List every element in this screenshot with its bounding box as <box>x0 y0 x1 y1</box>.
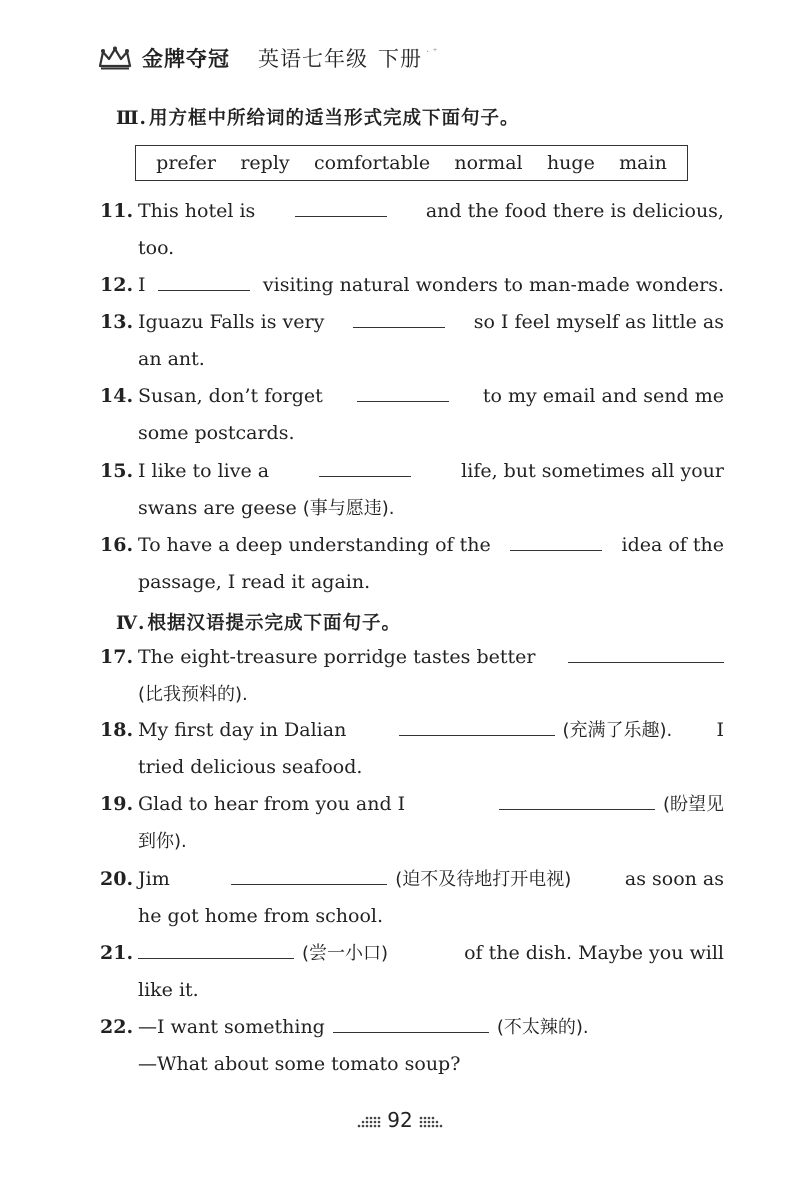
question-16 <box>100 527 724 601</box>
answer-blank[interactable] <box>568 661 724 663</box>
word-box <box>135 145 688 181</box>
answer-blank[interactable] <box>357 400 449 402</box>
question-line <box>100 676 724 713</box>
question-number: 18. <box>100 719 134 741</box>
question-line <box>100 341 724 378</box>
question-number: 16. <box>100 534 134 556</box>
page-number: 92 <box>387 1108 413 1132</box>
question-text: Jim <box>138 868 170 890</box>
question-line <box>100 564 724 601</box>
question-number: 15. <box>100 460 134 482</box>
question-19 <box>100 786 724 860</box>
question-number: 21. <box>100 942 134 964</box>
question-line <box>100 230 724 267</box>
question-text: to my email and send me <box>482 385 724 407</box>
question-line <box>100 786 724 823</box>
question-11 <box>100 193 724 267</box>
chinese-hint: (比我预料的). <box>138 684 248 705</box>
chinese-hint: (盼望见 <box>662 794 724 815</box>
question-text: visiting natural wonders to man-made wonders. <box>262 274 724 296</box>
answer-blank[interactable] <box>399 734 555 736</box>
question-line <box>100 378 724 415</box>
word-reply: reply <box>240 152 290 174</box>
section-4-title <box>116 609 401 635</box>
question-text: an ant. <box>138 348 205 370</box>
question-line <box>100 972 724 1009</box>
word-main: main <box>619 152 667 174</box>
question-text: as soon as <box>624 868 724 890</box>
question-line <box>100 898 724 935</box>
question-text: I <box>138 274 146 296</box>
question-line <box>100 712 724 749</box>
crown-icon <box>98 46 132 70</box>
question-number: 12. <box>100 274 134 296</box>
question-line <box>100 639 724 676</box>
question-text: I <box>716 719 724 741</box>
question-14 <box>100 378 724 452</box>
chinese-hint: (尝一小口) <box>302 943 389 964</box>
book-title: 英语七年级 <box>258 47 368 71</box>
question-text: life, but sometimes all your <box>461 460 724 482</box>
chinese-hint: (事与愿违). <box>302 498 395 519</box>
question-18 <box>100 712 724 786</box>
question-line <box>100 415 724 452</box>
question-text: —What about some tomato soup? <box>138 1053 461 1075</box>
question-text: Susan, don’t forget <box>138 385 323 407</box>
question-text: —I want something <box>138 1016 325 1038</box>
answer-blank[interactable] <box>231 883 387 885</box>
question-text: The eight-treasure porridge tastes better <box>138 646 536 668</box>
chinese-hint: (充满了乐趣). <box>562 720 673 741</box>
question-number: 13. <box>100 311 134 333</box>
question-text: so I feel myself as little as <box>473 311 724 333</box>
question-number: 20. <box>100 868 134 890</box>
question-text: I like to live a <box>138 460 270 482</box>
page-footer <box>0 1108 800 1132</box>
answer-blank[interactable] <box>510 549 602 551</box>
answer-blank[interactable] <box>353 326 445 328</box>
section-3-numeral: Ⅲ. <box>116 108 147 129</box>
chinese-hint: (不太辣的). <box>496 1017 589 1038</box>
question-line <box>100 823 724 860</box>
decor-marks: · ⁺ <box>426 46 438 58</box>
word-comfortable: comfortable <box>313 152 431 174</box>
answer-blank[interactable] <box>319 475 411 477</box>
question-22 <box>100 1009 724 1083</box>
question-text: swans are geese <box>138 497 297 519</box>
word-huge: huge <box>546 152 595 174</box>
question-text: he got home from school. <box>138 905 384 927</box>
question-line <box>100 1046 724 1083</box>
section-4-instruction: 根据汉语提示完成下面句子。 <box>147 613 401 634</box>
question-text: like it. <box>138 979 199 1001</box>
question-text: This hotel is <box>138 200 256 222</box>
word-normal: normal <box>454 152 523 174</box>
section-3-title <box>116 104 520 130</box>
answer-blank[interactable] <box>333 1031 489 1033</box>
question-text: too. <box>138 237 175 259</box>
question-line <box>100 304 724 341</box>
question-text: idea of the <box>621 534 724 556</box>
book-volume: 下册 <box>378 47 422 71</box>
question-12 <box>100 267 724 304</box>
question-line <box>100 1009 724 1046</box>
question-number: 14. <box>100 385 134 407</box>
answer-blank[interactable] <box>158 289 250 291</box>
question-line <box>100 267 724 304</box>
question-text: of the dish. Maybe you will <box>464 942 724 964</box>
question-text: My first day in Dalian <box>138 719 347 741</box>
page-header <box>98 38 438 78</box>
question-20 <box>100 861 724 935</box>
question-line <box>100 453 724 490</box>
question-text: tried delicious seafood. <box>138 756 363 778</box>
question-line <box>100 749 724 786</box>
dots-left-icon <box>353 1115 381 1129</box>
chinese-hint: 到你). <box>138 831 187 852</box>
word-prefer: prefer <box>156 152 217 174</box>
question-text: some postcards. <box>138 422 295 444</box>
question-line <box>100 861 724 898</box>
chinese-hint: (迫不及待地打开电视) <box>395 869 572 890</box>
question-line <box>100 490 724 527</box>
answer-blank[interactable] <box>499 808 655 810</box>
series-title: 金牌夺冠 <box>142 47 230 71</box>
question-13 <box>100 304 724 378</box>
section-3-instruction: 用方框中所给词的适当形式完成下面句子。 <box>148 108 520 129</box>
question-line <box>100 527 724 564</box>
answer-blank[interactable] <box>138 957 294 959</box>
question-text: passage, I read it again. <box>138 571 371 593</box>
question-text: Glad to hear from you and I <box>138 793 406 815</box>
question-21 <box>100 935 724 1009</box>
section-4-numeral: Ⅳ. <box>116 613 146 634</box>
question-number: 22. <box>100 1016 134 1038</box>
question-text: and the food there is delicious, <box>425 200 724 222</box>
question-number: 17. <box>100 646 134 668</box>
question-number: 11. <box>100 200 134 222</box>
question-number: 19. <box>100 793 134 815</box>
question-17 <box>100 639 724 713</box>
question-line <box>100 935 724 972</box>
dots-right-icon <box>419 1115 447 1129</box>
question-15 <box>100 453 724 527</box>
question-line <box>100 193 724 230</box>
question-text: To have a deep understanding of the <box>138 534 491 556</box>
answer-blank[interactable] <box>295 215 387 217</box>
question-text: Iguazu Falls is very <box>138 311 325 333</box>
